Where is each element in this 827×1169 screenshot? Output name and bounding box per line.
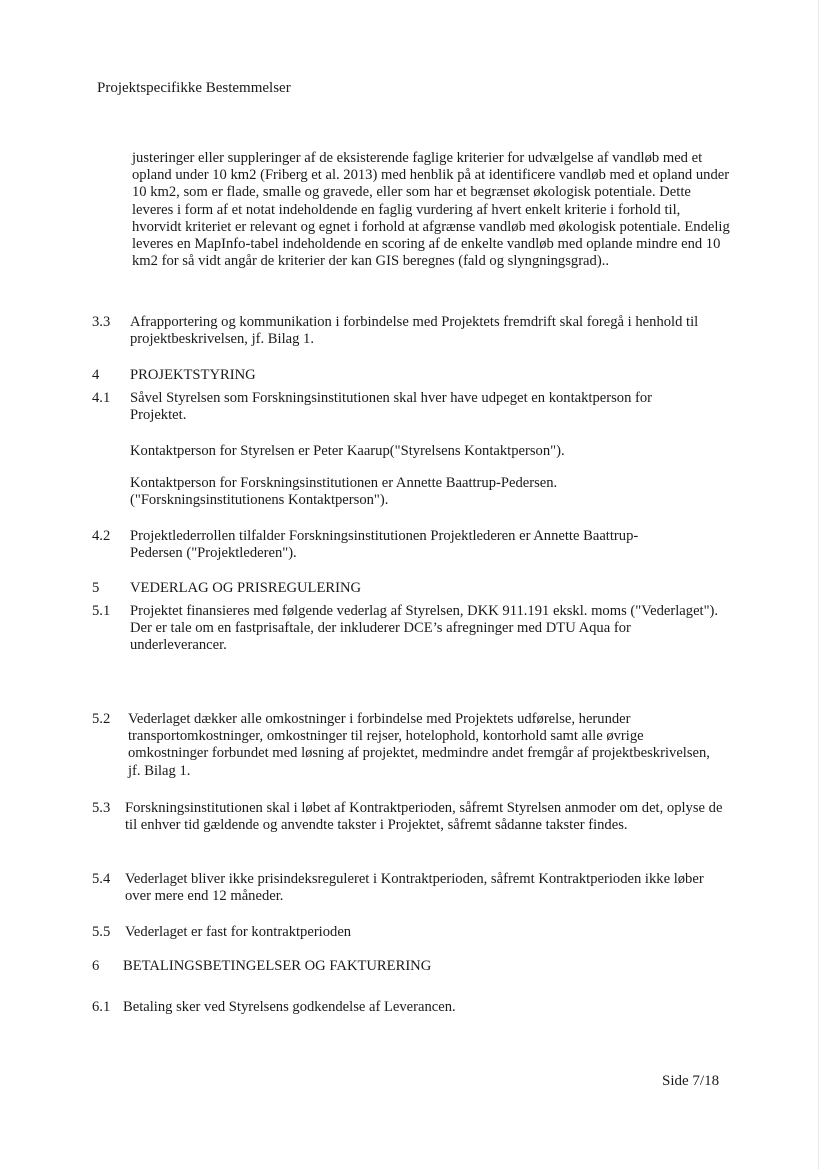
section-3-3-number: 3.3 <box>92 314 111 330</box>
section-4-1-paragraph-2: Kontaktperson for Styrelsen er Peter Kaarup("Styrelsens Kontaktperson"). <box>130 443 565 459</box>
page-number: Side 7/18 <box>662 1073 720 1089</box>
section-5-3-number: 5.3 <box>92 800 111 816</box>
section-6-1-text: Betaling sker ved Styrelsens godkendelse af Leverancen. <box>123 999 456 1015</box>
section-4-heading: PROJEKTSTYRING <box>130 367 256 383</box>
section-5-2-text: Vederlaget dækker alle omkostninger i forbindelse med Projektets udførelse, herunder transportomkostninger, omkostninger til rejser, hotelophold, kontorhold samt alle øvrige omkostninger forbundet med løsning af projektet, medmindre andet fremgår af projektbeskrivelsen, jf. Bilag 1. <box>128 711 710 779</box>
page-header: Projektspecifikke Bestemmelser <box>97 80 291 96</box>
section-5-5-text: Vederlaget er fast for kontraktperioden <box>125 924 352 940</box>
section-5-number: 5 <box>92 580 100 596</box>
section-4-1-number: 4.1 <box>92 390 111 406</box>
section-6-1-number: 6.1 <box>92 999 111 1015</box>
section-4-number: 4 <box>92 367 100 383</box>
section-5-3-text: Forskningsinstitutionen skal i løbet af Kontraktperioden, såfremt Styrelsen anmoder om det, oplyse de til enhver tid gældende og anvendte takster i Projektet, såfremt sådanne takster findes. <box>125 800 723 834</box>
scan-edge-line <box>818 0 819 1169</box>
section-5-1-number: 5.1 <box>92 603 111 619</box>
section-5-2-number: 5.2 <box>92 711 111 727</box>
section-5-4-text: Vederlaget bliver ikke prisindeksreguleret i Kontraktperioden, såfremt Kontraktperioden ikke løber over mere end 12 måneder. <box>125 871 704 905</box>
section-5-4-number: 5.4 <box>92 871 111 887</box>
section-4-1-paragraph-3: Kontaktperson for Forskningsinstitutionen er Annette Baattrup-Pedersen. ("Forskningsinstitutionens Kontaktperson"). <box>130 475 558 509</box>
section-5-1-text: Projektet finansieres med følgende vederlag af Styrelsen, DKK 911.191 ekskl. moms ("Vederlaget"). Der er tale om en fastprisaftale, der inkluderer DCE’s afregninger med DTU Aqua for underleverancer. <box>130 603 719 654</box>
section-4-1-text: Såvel Styrelsen som Forskningsinstitutionen skal hver have udpeget en kontaktperson for Projektet. <box>130 390 653 424</box>
section-4-2-text: Projektlederrollen tilfalder Forskningsinstitutionen Projektlederen er Annette Baattrup-Pedersen ("Projektlederen"). <box>130 528 639 562</box>
section-6-heading: BETALINGSBETINGELSER OG FAKTURERING <box>123 958 432 974</box>
section-4-2-number: 4.2 <box>92 528 111 544</box>
section-3-3-text: Afrapportering og kommunikation i forbindelse med Projektets fremdrift skal foregå i henhold til projektbeskrivelsen, jf. Bilag 1. <box>130 314 699 348</box>
continuation-paragraph: justeringer eller suppleringer af de eksisterende faglige kriterier for udvælgelse af vandløb med et opland under 10 km2 (Friberg et al. 2013) med henblik på at identificere vandløb med et opland under 10 km2, som er flade, smalle og gravede, eller som har et begrænset økologisk potentiale. Dette leveres i form af et notat indeholdende en faglig vurdering af hvert enkelt kriterie i forhold til, hvorvidt kriteriet er relevant og egnet i forhold at afgrænse vandløb med økologisk potentiale. Endelig leveres en MapInfo-tabel indeholdende en scoring af de enkelte vandløb med oplande mindre end 10 km2 for så vidt angår de kriterier der kan GIS beregnes (fald og slyngningsgrad).. <box>132 150 730 270</box>
section-5-5-number: 5.5 <box>92 924 111 940</box>
section-5-heading: VEDERLAG OG PRISREGULERING <box>130 580 362 596</box>
section-6-number: 6 <box>92 958 100 974</box>
